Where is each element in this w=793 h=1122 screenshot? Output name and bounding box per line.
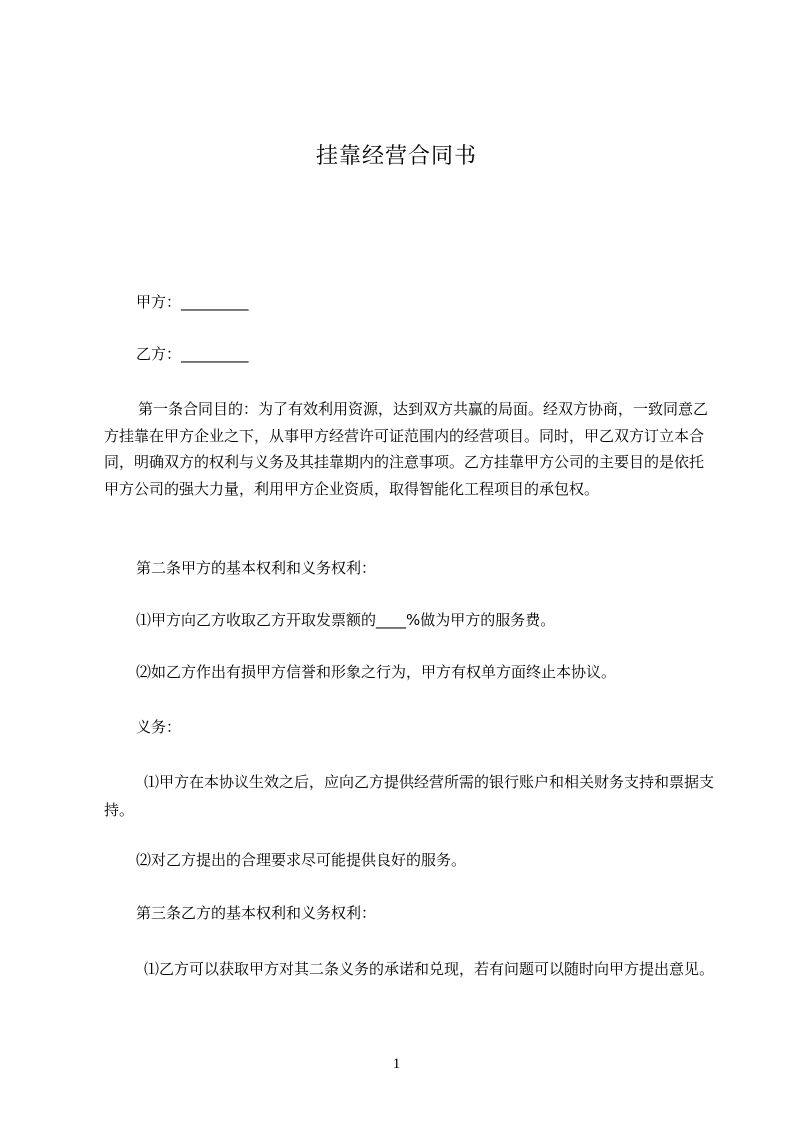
document-title: 挂靠经营合同书 bbox=[315, 144, 477, 169]
article-2-right-2: ⑵如乙方作出有损甲方信誉和形象之行为，甲方有权单方面终止本协议。 bbox=[136, 663, 617, 681]
article-3-right-1: ⑴乙方可以获取甲方对其二条义务的承诺和兑现，若有问题可以随时向甲方提出意见。 bbox=[144, 960, 715, 978]
article-2-duty-2: ⑵对乙方提出的合理要求尽可能提供良好的服务。 bbox=[136, 851, 467, 869]
page-number: 1 bbox=[392, 1056, 401, 1072]
article-3-heading: 第三条乙方的基本权利和义务权利： bbox=[136, 904, 377, 922]
article-2-duty-1: ⑴甲方在本协议生效之后，应向乙方提供经营所需的银行账户和相关财务支持和票据支持。 bbox=[104, 773, 715, 819]
party-a-line: 甲方：_________ bbox=[136, 293, 249, 311]
duties-heading: 义务： bbox=[136, 718, 182, 736]
article-1-paragraph: 第一条合同目的：为了有效利用资源，达到双方共赢的局面。经双方协商，一致同意乙方挂靠在甲方企业之下，从事甲方经营许可证范围内的经营项目。同时，甲乙双方订立本合同，明确双方的权利与义务及其挂靠期内的注意事项。乙方挂靠甲方公司的主要目的是依托甲方公司的强大力量，利用甲方企业资质，取得智能化工程项目的承包权。 bbox=[104, 400, 709, 498]
party-b-line: 乙方：_________ bbox=[136, 345, 249, 363]
article-2-heading: 第二条甲方的基本权利和义务权利： bbox=[136, 559, 377, 577]
article-2-right-1: ⑴甲方向乙方收取乙方开取发票额的____%做为甲方的服务费。 bbox=[136, 611, 556, 629]
